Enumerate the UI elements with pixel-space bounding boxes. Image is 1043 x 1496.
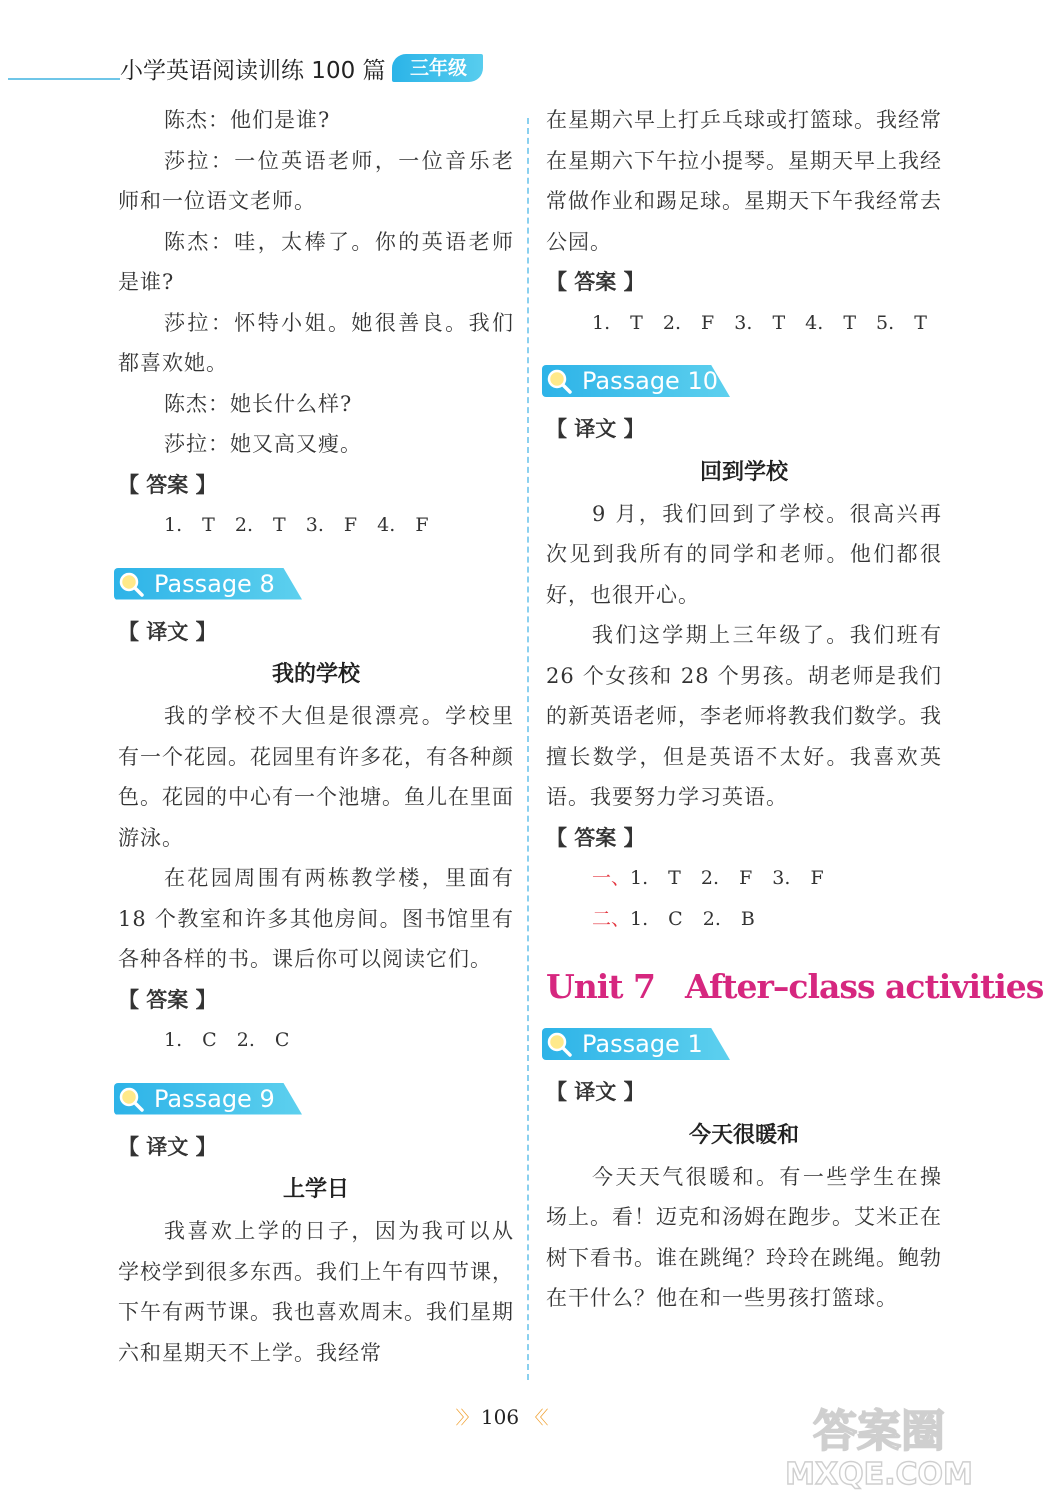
page-number-value: 106 (480, 1405, 520, 1429)
dialogue-line: 莎拉：一位英语老师，一位音乐老师和一位语文老师。 (118, 148, 514, 213)
answer-list: 1. C 2. C (164, 1029, 290, 1051)
passage-title: 今天很暖和 (688, 1121, 799, 1148)
left-column (118, 100, 514, 1373)
unit-title: After–class activities (685, 967, 1043, 1006)
translation-label: 【 译文 】 (118, 1134, 217, 1159)
unit-number: Unit 7 (546, 967, 656, 1006)
badge-text: Passage 10 (582, 367, 718, 395)
badge-text: Passage 9 (154, 1084, 275, 1113)
paragraph: 今天天气很暖和。有一些学生在操场上。看！迈克和汤姆在跑步。艾米正在树下看书。谁在跳绳？玲玲在跳绳。鲍勃在干什么？他在和一些男孩打篮球。 (546, 1164, 942, 1310)
magnifier-icon (546, 1031, 572, 1057)
magnifier-icon (118, 571, 144, 597)
dialogue-line: 陈杰：她长什么样? (164, 391, 353, 416)
answer-label: 【 答案 】 (118, 472, 217, 497)
passage-title: 我的学校 (271, 661, 360, 687)
paragraph: 9 月，我们回到了学校。很高兴再次见到我所有的同学和老师。他们都很好，也很开心。 (546, 501, 942, 607)
answer-values: 1. C 2. B (630, 907, 755, 930)
passage-title: 回到学校 (699, 458, 788, 485)
passage-title: 上学日 (282, 1176, 349, 1202)
watermark-logo (764, 1400, 994, 1490)
translation-label: 【 译文 】 (118, 619, 217, 644)
answer-label: 【 答案 】 (118, 987, 217, 1012)
translation-label: 【 译文 】 (546, 417, 645, 441)
badge-text: Passage 8 (154, 569, 275, 598)
paragraph: 我们这学期上三年级了。我们班有26 个女孩和 28 个男孩。胡老师是我们的新英语老师，李老师将教我们数学。我擅长数学，但是英语不太好。我喜欢英语。我要努力学习英语。 (546, 623, 942, 809)
dialogue-line: 陈杰：他们是谁? (164, 108, 331, 132)
magnifier-icon (546, 368, 572, 394)
answer-label: 【 答案 】 (546, 825, 645, 850)
answer-values: 1. T 2. F 3. F (630, 867, 824, 889)
answer-list (546, 858, 942, 899)
answer-list: 1. T 2. T 3. F 4. F (164, 514, 429, 536)
answer-list: 1. T 2. F 3. T 4. T 5. T (592, 311, 927, 334)
paragraph: 我的学校不大但是很漂亮。学校里有一个花园。花园里有许多花，有各种颜色。花园的中心有一个池塘。鱼儿在里面游泳。 (118, 704, 514, 850)
page-arrows-right: 〈〈 (525, 1408, 545, 1429)
passage-1-badge (542, 1026, 942, 1062)
section-number: 一、 (592, 867, 631, 889)
watermark-url: MXQE.COM (785, 1457, 973, 1492)
paragraph: 我喜欢上学的日子，因为我可以从学校学到很多东西。我们上午有四节课，下午有两节课。我也喜欢周末。我们星期六和星期天不上学。我经常 (118, 1219, 514, 1365)
section-number: 二、 (592, 907, 631, 930)
grade-badge: 三年级 (392, 54, 483, 82)
paragraph: 在花园周围有两栋教学楼，里面有18 个教室和许多其他房间。图书馆里有各种各样的书。课后你可以阅读它们。 (118, 866, 514, 971)
page-arrows-left: 〉〉 (455, 1408, 475, 1429)
header-rule (8, 78, 120, 80)
answer-label: 【 答案 】 (546, 270, 645, 294)
badge-text: Passage 1 (582, 1030, 703, 1058)
column-divider (527, 118, 529, 1380)
dialogue-line: 莎拉：她又高又瘦。 (164, 432, 362, 456)
answer-list (546, 899, 942, 940)
page-header (0, 48, 520, 88)
magnifier-icon (118, 1086, 144, 1112)
right-column (546, 100, 1043, 1319)
dialogue-line: 莎拉：怀特小姐。她很善良。我们都喜欢她。 (118, 310, 514, 375)
passage-8-badge (114, 566, 514, 602)
book-title: 小学英语阅读训练 100 篇 (120, 58, 386, 84)
watermark-text: 答案圈 (813, 1406, 945, 1457)
paragraph-continued: 在星期六早上打乒乓球或打篮球。我经常在星期六下午拉小提琴。星期天早上我经常做作业和踢足球。星期天下午我经常去公园。 (546, 108, 942, 254)
passage-10-badge (542, 363, 942, 399)
translation-label: 【 译文 】 (546, 1080, 645, 1104)
unit-heading (546, 967, 1043, 1006)
dialogue-line: 陈杰：哇，太棒了。你的英语老师是谁? (118, 229, 514, 294)
passage-9-badge (114, 1081, 514, 1117)
